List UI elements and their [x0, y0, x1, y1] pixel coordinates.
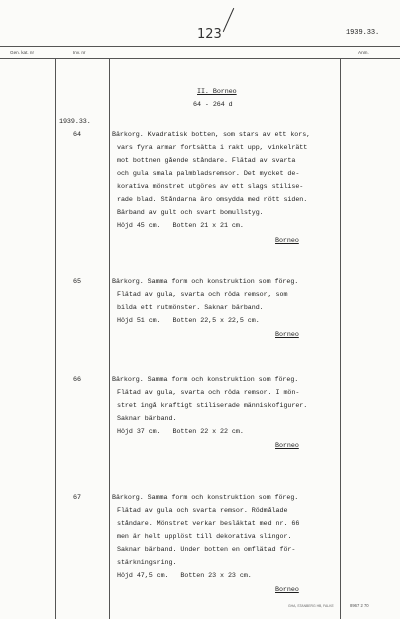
pen-stroke — [223, 8, 234, 32]
entry-text-line: Höjd 51 cm. Botten 22,5 x 22,5 cm. — [117, 317, 260, 325]
entry-text-line: Höjd 45 cm. Botten 21 x 21 cm. — [117, 222, 244, 230]
entry-text-line: Flätad av gula och svarta remsor. Rödmålade — [117, 507, 288, 515]
entry-origin: Borneo — [275, 331, 299, 339]
entry-text-line: Flätad av gula, svarta och röda remsor, som — [117, 291, 288, 299]
entry-text-line: stärkningsring. — [117, 559, 177, 567]
entry-text-line: Höjd 47,5 cm. Botten 23 x 23 cm. — [117, 572, 252, 580]
column-rule-1 — [55, 58, 56, 619]
entry-text-line: mot bottnen gående ståndare. Flätad av svarta — [117, 157, 296, 165]
entry-text-line: Bärkorg. Samma form och konstruktion som föreg. — [112, 376, 299, 384]
printer-imprint: GHA, STANBERG HB, FALKE — [288, 604, 334, 608]
inventory-number: 64 — [73, 131, 81, 139]
entry-text-line: stret ingå kraftigt stiliserade människofigurer. — [117, 402, 308, 410]
entry-text-line: Flätad av gula, svarta och röda remsor. I mön- — [117, 389, 300, 397]
entry-text-line: Bärkorg. Samma form och konstruktion som föreg. — [112, 278, 299, 286]
entry-text-line: Saknar bärband. — [117, 415, 177, 423]
entry-origin: Borneo — [275, 442, 299, 450]
accession-number: 1939.33. — [59, 118, 91, 126]
column-header-inv: Inv. nr — [73, 50, 86, 55]
column-header-gen-kat: Gen. kat. nr — [10, 50, 35, 55]
entry-text-line: vars fyra armar fortsätta i rakt upp, vinkelrätt — [117, 144, 308, 152]
entry-text-line: bilda ett rutmönster. Saknar bärband. — [117, 304, 264, 312]
entry-text-line: Bärkorg. Kvadratisk botten, som stars av ett kors, — [112, 131, 311, 139]
inventory-number: 66 — [73, 376, 81, 384]
entry-text-line: rade blad. Ståndarna äro omsydda med rött siden. — [117, 196, 308, 204]
column-rule-3 — [340, 58, 341, 619]
entry-text-line: Saknar bärband. Under botten en omflätad för- — [117, 546, 296, 554]
entry-origin: Borneo — [275, 586, 299, 594]
entry-text-line: Höjd 37 cm. Botten 22 x 22 cm. — [117, 428, 244, 436]
entry-text-line: Bärkorg. Samma form och konstruktion som föreg. — [112, 494, 299, 502]
entry-text-line: korativa mönstret utgöres av ett slags stilise- — [117, 183, 304, 191]
inventory-number: 67 — [73, 494, 81, 502]
entry-origin: Borneo — [275, 237, 299, 245]
header-top-rule — [0, 46, 400, 47]
form-number: 8967 2 70 — [350, 603, 369, 608]
handwritten-page-number: 123 — [197, 27, 222, 42]
section-title: II. Borneo — [197, 88, 237, 96]
entry-text-line: och gula smala palmbladsremsor. Det mycket de- — [117, 170, 300, 178]
entry-text-line: ståndare. Mönstret verkar besläktat med nr. 66 — [117, 520, 300, 528]
header-year: 1939.33. — [346, 29, 380, 37]
entry-text-line: Bärband av gult och svart bomullstyg. — [117, 209, 264, 217]
column-rule-2 — [109, 58, 110, 619]
entry-text-line: men är helt upplöst till dekorativa slingor. — [117, 533, 292, 541]
column-header-anm: Anm. — [358, 50, 369, 55]
inventory-number: 65 — [73, 278, 81, 286]
section-range: 64 - 264 d — [193, 101, 233, 109]
